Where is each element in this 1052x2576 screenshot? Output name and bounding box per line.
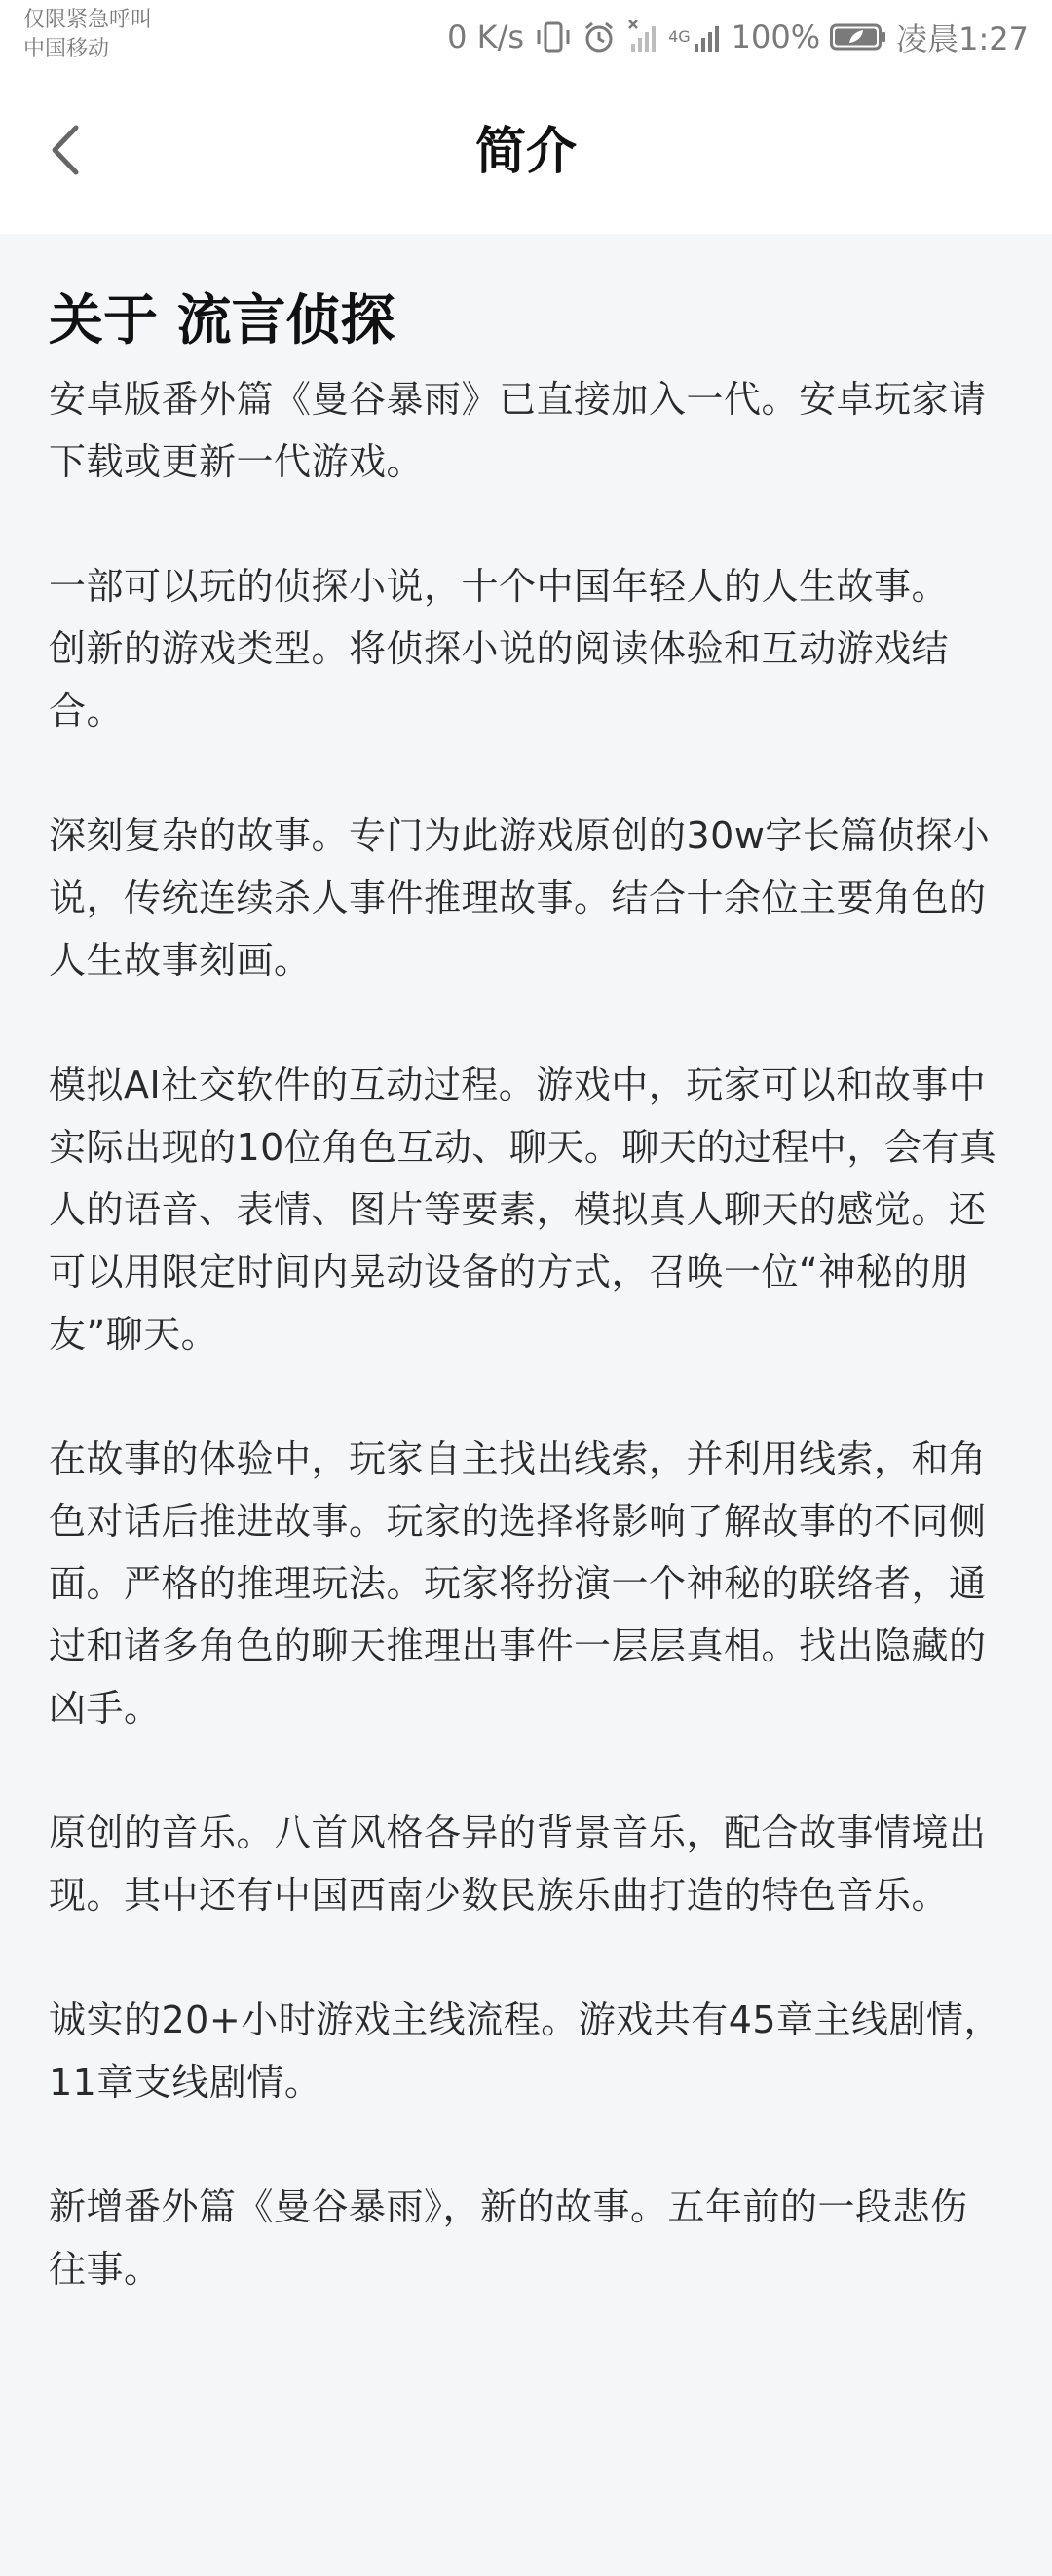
intro-paragraph: 新增番外篇《曼谷暴雨》，新的故事。五年前的一段悲伤往事。 [49,2185,968,2291]
intro-paragraph: 原创的音乐。八首风格各异的背景音乐，配合故事情境出现。其中还有中国西南少数民族乐曲打造的特色音乐。 [49,1811,987,1917]
back-button[interactable] [27,113,105,191]
emergency-only-text: 仅限紧急呼叫 [23,8,153,32]
battery-percent: 100% [731,19,821,56]
intro-paragraph: 在故事的体验中，玩家自主找出线索，并利用线索，和角色对话后推进故事。玩家的选择将影响了解故事的不同侧面。严格的推理玩法。玩家将扮演一个神秘的联络者，通过和诸多角色的聊天推理出事件一层层真相。找出隐藏的凶手。 [49,1437,987,1730]
status-clock: 凌晨1:27 [896,20,1029,57]
alarm-icon [582,20,616,54]
status-right [447,16,1029,58]
intro-paragraph: 深刻复杂的故事。专门为此游戏原创的30w字长篇侦探小说，传统连续杀人事件推理故事。结合十余位主要角色的人生故事刻画。 [49,814,991,982]
intro-paragraph: 模拟AI社交软件的互动过程。游戏中，玩家可以和故事中实际出现的10位角色互动、聊天。聊天的过程中，会有真人的语音、表情、图片等要素，模拟真人聊天的感觉。还可以用限定时间内晃动设备的方式，召唤一位“神秘的朋友”聊天。 [49,1064,997,1356]
intro-paragraph: 创新的游戏类型。将侦探小说的阅读体验和互动游戏结合。 [49,627,950,732]
signal-icon-sim2 [668,20,722,54]
about-heading: 关于 流言侦探 [49,289,395,353]
carrier-name: 中国移动 [23,37,110,61]
vibrate-icon [534,20,573,54]
chevron-left-icon [47,124,86,180]
status-left [23,6,152,64]
nav-bar [0,76,1052,234]
network-type: 4G [668,27,691,46]
battery-icon [830,22,886,52]
intro-paragraph: 安卓版番外篇《曼谷暴雨》已直接加入一代。安卓玩家请下载或更新一代游戏。 [49,378,987,483]
signal-icon-sim1 [625,20,658,54]
intro-paragraph: 诚实的20+小时游戏主线流程。游戏共有45章主线剧情，11章支线剧情。 [49,1998,1002,2104]
status-bar [0,0,1052,76]
network-speed: 0 K/s [447,19,525,56]
intro-paragraph: 一部可以玩的侦探小说，十个中国年轻人的人生故事。 [49,565,950,608]
intro-content [49,282,1003,2363]
page-title: 简介 [474,123,577,181]
